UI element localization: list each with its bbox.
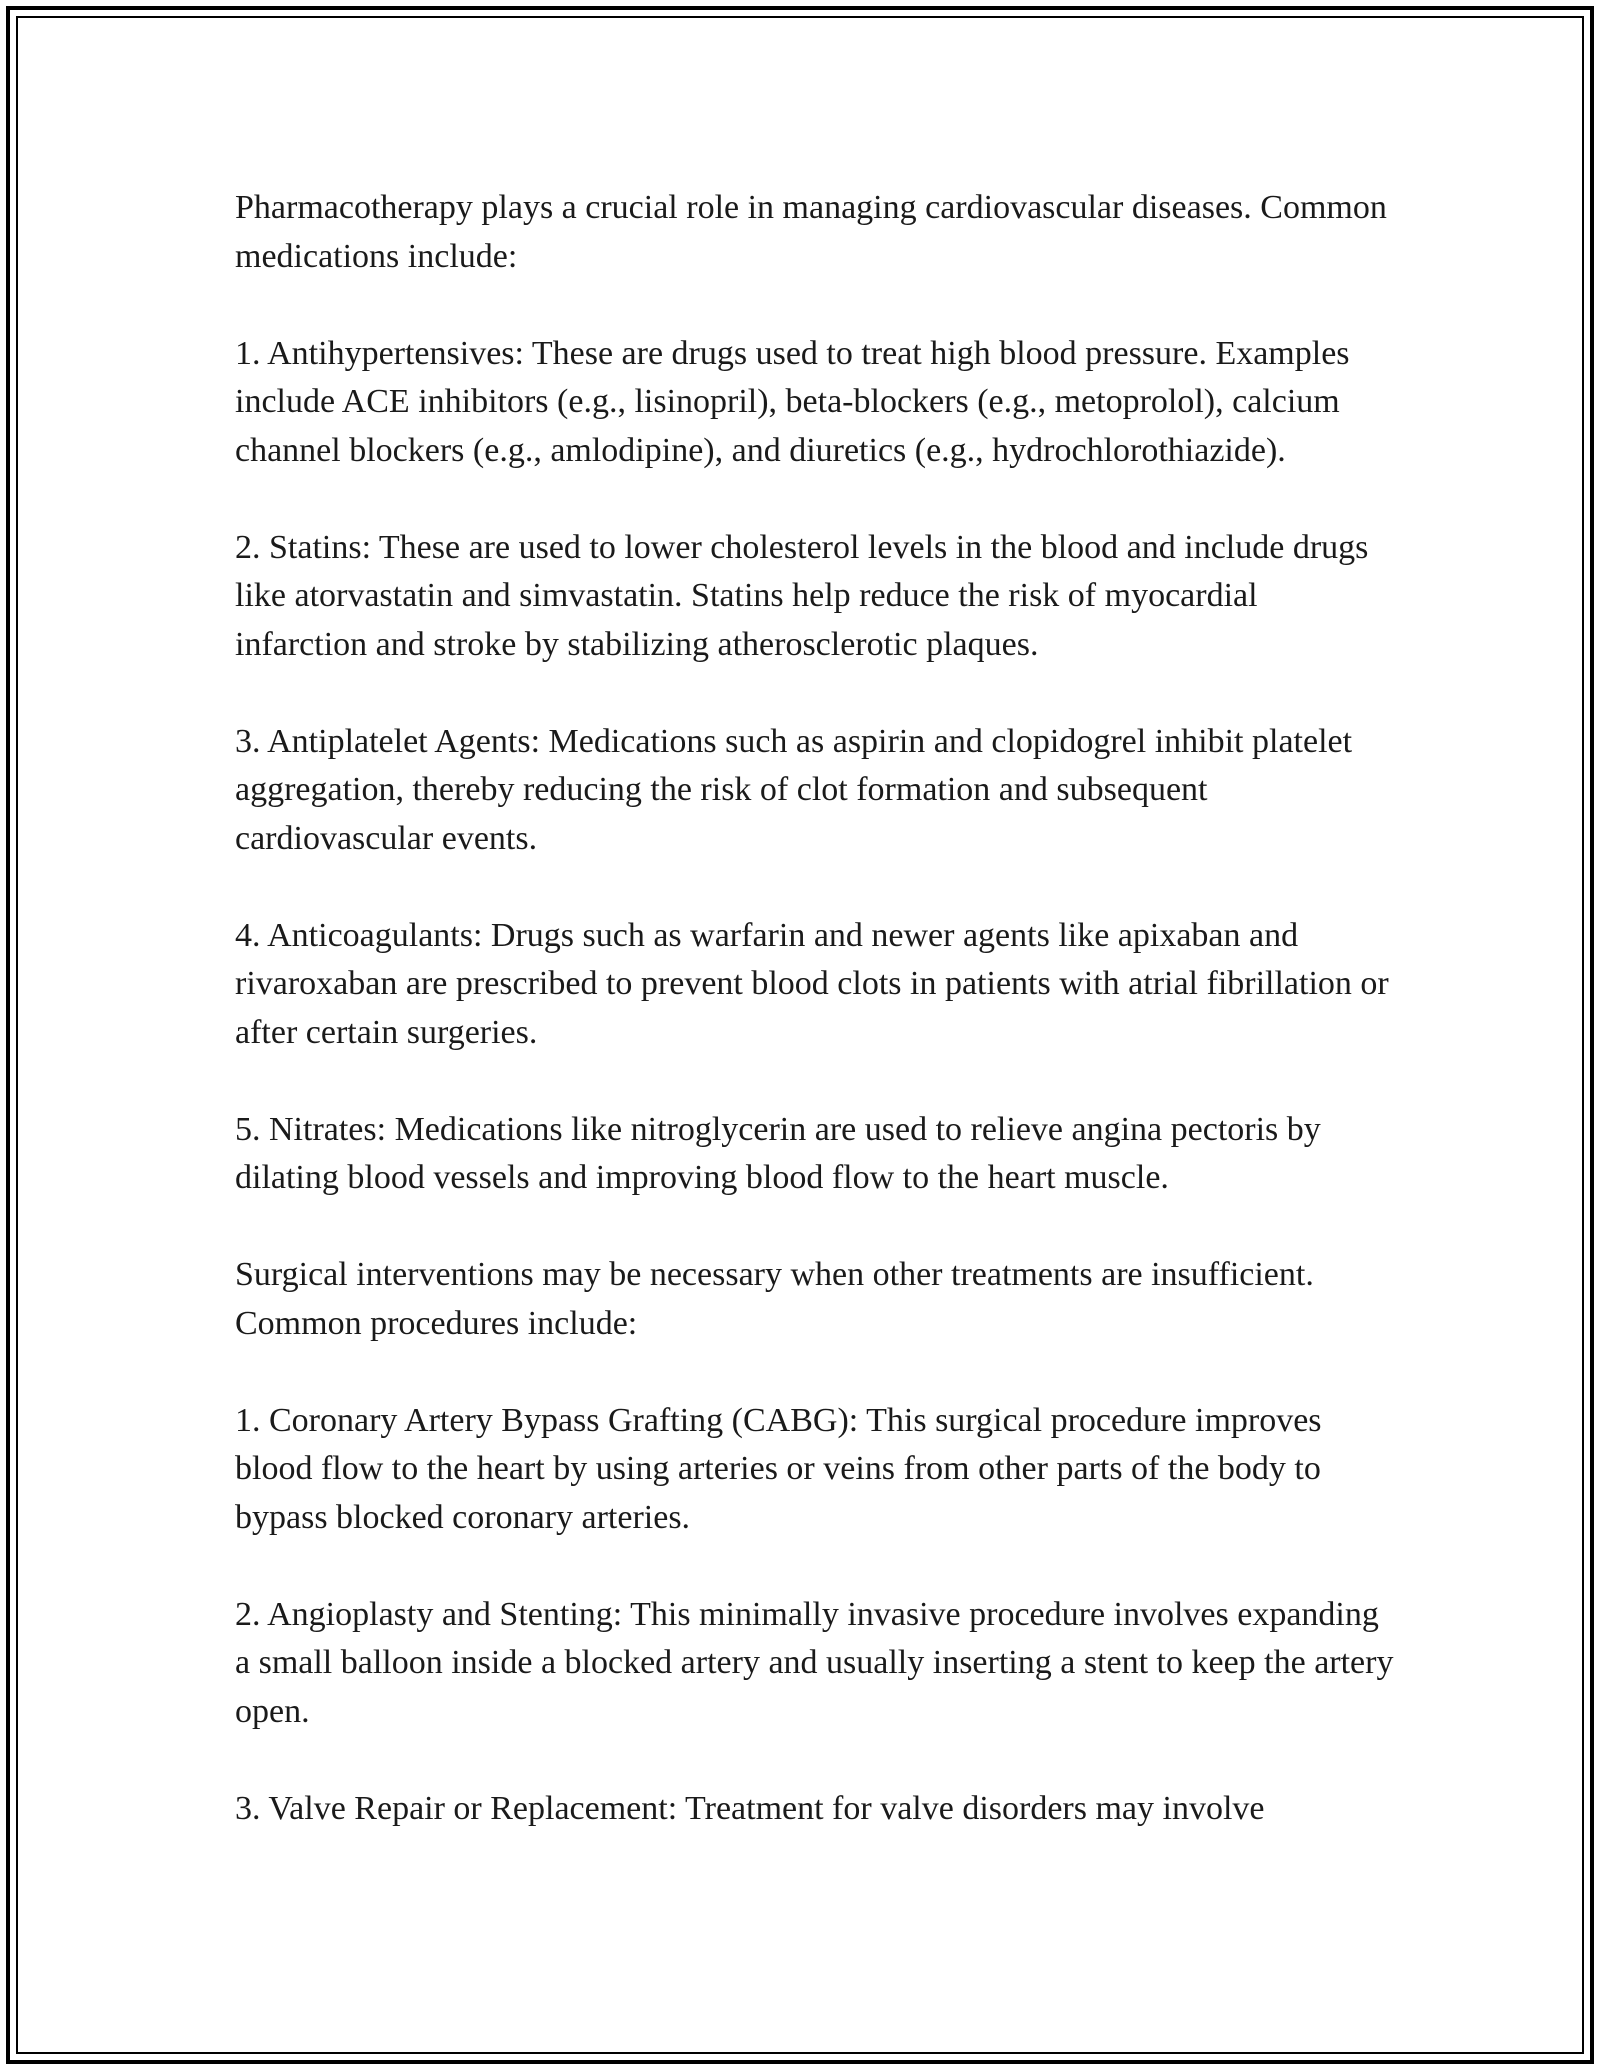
medication-item-nitrates: 5. Nitrates: Medications like nitroglycerin are used to relieve angina pectoris by dilating blood vessels and improving blood flow to the heart muscle.: [235, 1110, 1321, 1196]
medication-item-anticoagulants: 4. Anticoagulants: Drugs such as warfarin and newer agents like apixaban and rivaroxaban are prescribed to prevent blood clots in patients with atrial fibrillation or after certain surgeries.: [235, 916, 1389, 1051]
document-body: [235, 184, 1395, 1833]
surgical-intro-paragraph: Surgical interventions may be necessary when other treatments are insufficient. Common procedures include:: [235, 1256, 1314, 1342]
medication-item-antiplatelet-agents: 3. Antiplatelet Agents: Medications such as aspirin and clopidogrel inhibit platelet aggregation, thereby reducing the risk of clot formation and subsequent cardiovascular events.: [235, 722, 1353, 857]
intro-paragraph: Pharmacotherapy plays a crucial role in managing cardiovascular diseases. Common medications include:: [235, 189, 1387, 275]
procedure-item-valve-repair: 3. Valve Repair or Replacement: Treatment for valve disorders may involve: [235, 1789, 1265, 1827]
medication-item-statins: 2. Statins: These are used to lower cholesterol levels in the blood and include drugs like atorvastatin and simvastatin. Statins help reduce the risk of myocardial infarction and stroke by stabilizing atherosclerotic plaques.: [235, 528, 1369, 663]
procedure-item-cabg: 1. Coronary Artery Bypass Grafting (CABG): This surgical procedure improves blood flow to the heart by using arteries or veins from other parts of the body to bypass blocked coronary arteries.: [235, 1401, 1322, 1536]
procedure-item-angioplasty: 2. Angioplasty and Stenting: This minimally invasive procedure involves expanding a small balloon inside a blocked artery and usually inserting a stent to keep the artery open.: [235, 1595, 1394, 1730]
medication-item-antihypertensives: 1. Antihypertensives: These are drugs used to treat high blood pressure. Examples include ACE inhibitors (e.g., lisinopril), beta-blockers (e.g., metoprolol), calcium channel blockers (e.g., amlodipine), and diuretics (e.g., hydrochlorothiazide).: [235, 334, 1350, 469]
